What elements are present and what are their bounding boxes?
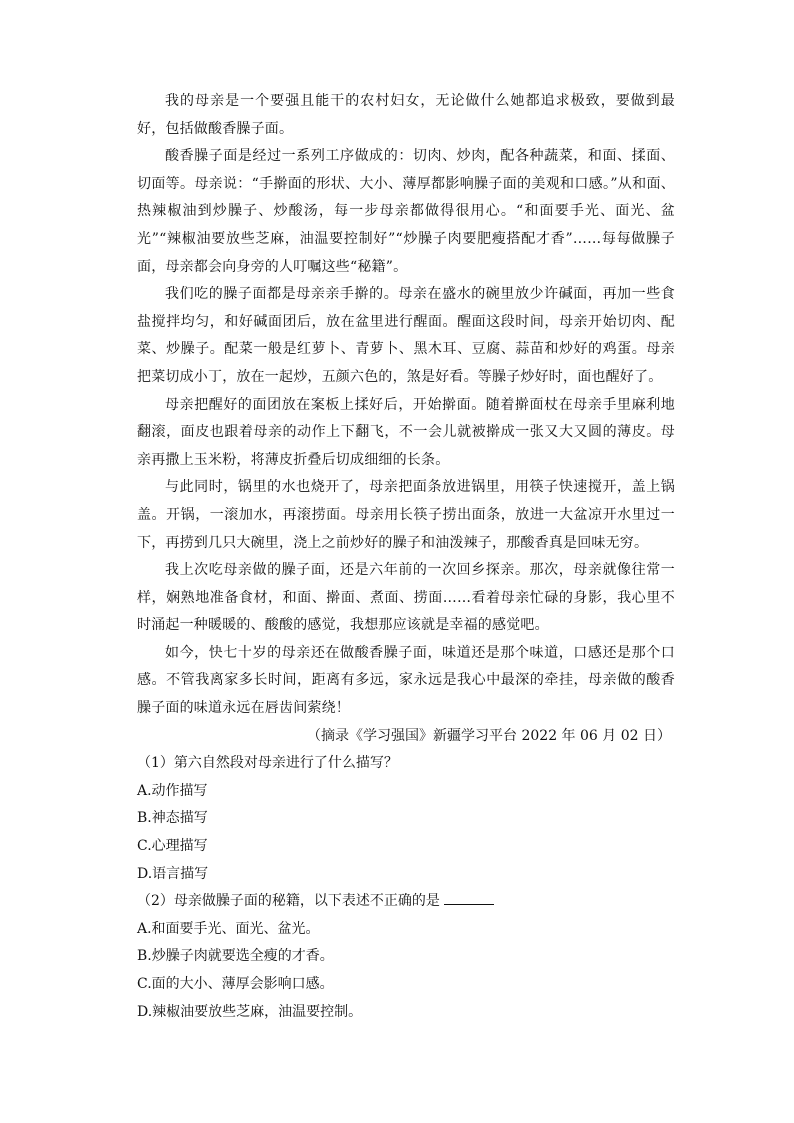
paragraph-4: 母亲把醒好的面团放在案板上揉好后，开始擀面。随着擀面杖在母亲手里麻利地翻滚，面皮也跟着母亲的动作上下翻飞，不一会儿就被擀成一张又大又圆的薄皮。母亲再撒上玉米粉，将薄皮折叠后切成细细的长条。 xyxy=(137,396,675,468)
paragraph-7: 如今，快七十岁的母亲还在做酸香臊子面，味道还是那个味道，口感还是那个口感。不管我离家多长时间，距离有多远，家永远是我心中最深的牵挂，母亲做的酸香臊子面的味道永远在唇齿间萦绕！ xyxy=(137,644,675,717)
option-c[interactable]: C.心理描写 xyxy=(137,838,208,855)
paragraph-5: 与此同时，锅里的水也烧开了，母亲把面条放进锅里，用筷子快速搅开，盖上锅盖。开锅，一滚加水，再滚捞面。母亲用长筷子捞出面条，放进一大盆凉开水里过一下，再捞到几只大碗里，浇上之前炒好的臊子和油泼辣子，那酸香真是回味无穷。 xyxy=(137,479,675,551)
question-2 xyxy=(137,888,675,1026)
option-d[interactable]: D.辣椒油要放些芝麻，油温要控制。 xyxy=(137,1003,363,1020)
question-stem xyxy=(137,888,675,916)
article-body xyxy=(137,88,675,750)
paragraph-2: 酸香臊子面是经过一系列工序做成的：切肉、炒肉，配各种蔬菜，和面、揉面、切面等。母亲说：“手擀面的形状、大小、薄厚都影响臊子面的美观和口感。”从和面、热辣椒油到炒臊子、炒酸汤，每一步母亲都做得很用心。“和面要手光、面光、盆光”“辣椒油要放些芝麻，油温要控制好”“炒臊子肉要肥瘦搭配才香”……每每做臊子面，母亲都会向身旁的人叮嘱这些“秘籍”。 xyxy=(137,148,675,275)
option-a[interactable]: A.动作描写 xyxy=(137,782,208,799)
question-stem-text: （2）母亲做臊子面的秘籍，以下表述不正确的是 xyxy=(137,893,440,910)
answer-blank[interactable] xyxy=(444,890,494,905)
option-b[interactable]: B.神态描写 xyxy=(137,810,208,827)
document-page xyxy=(137,88,675,1026)
article-source: （摘录《学习强国》新疆学习平台 2022 年 06 月 02 日） xyxy=(307,727,671,744)
paragraph-3: 我们吃的臊子面都是母亲亲手擀的。母亲在盛水的碗里放少许碱面，再加一些食盐搅拌均匀，和好碱面团后，放在盆里进行醒面。醒面这段时间，母亲开始切肉、配菜、炒臊子。配菜一般是红萝卜、青萝卜、黑木耳、豆腐、蒜苗和炒好的鸡蛋。母亲把菜切成小丁，放在一起炒，五颜六色的，煞是好看。等臊子炒好时，面也醒好了。 xyxy=(137,286,675,385)
paragraph-6: 我上次吃母亲做的臊子面，还是六年前的一次回乡探亲。那次，母亲就像往常一样，娴熟地准备食材，和面、擀面、煮面、捞面……看着母亲忙碌的身影，我心里不时涌起一种暖暖的、酸酸的感觉，我想那应该就是幸福的感觉吧。 xyxy=(137,562,675,634)
option-c[interactable]: C.面的大小、薄厚会影响口感。 xyxy=(137,976,334,992)
question-1 xyxy=(137,750,675,888)
option-b[interactable]: B.炒臊子肉就要选全瘦的才香。 xyxy=(137,948,334,965)
option-d[interactable]: D.语言描写 xyxy=(137,865,209,882)
paragraph-1: 我的母亲是一个要强且能干的农村妇女，无论做什么她都追求极致，要做到最好，包括做酸香臊子面。 xyxy=(137,93,675,137)
question-stem: （1）第六自然段对母亲进行了什么描写？ xyxy=(137,755,398,772)
option-a[interactable]: A.和面要手光、面光、盆光。 xyxy=(137,920,320,937)
